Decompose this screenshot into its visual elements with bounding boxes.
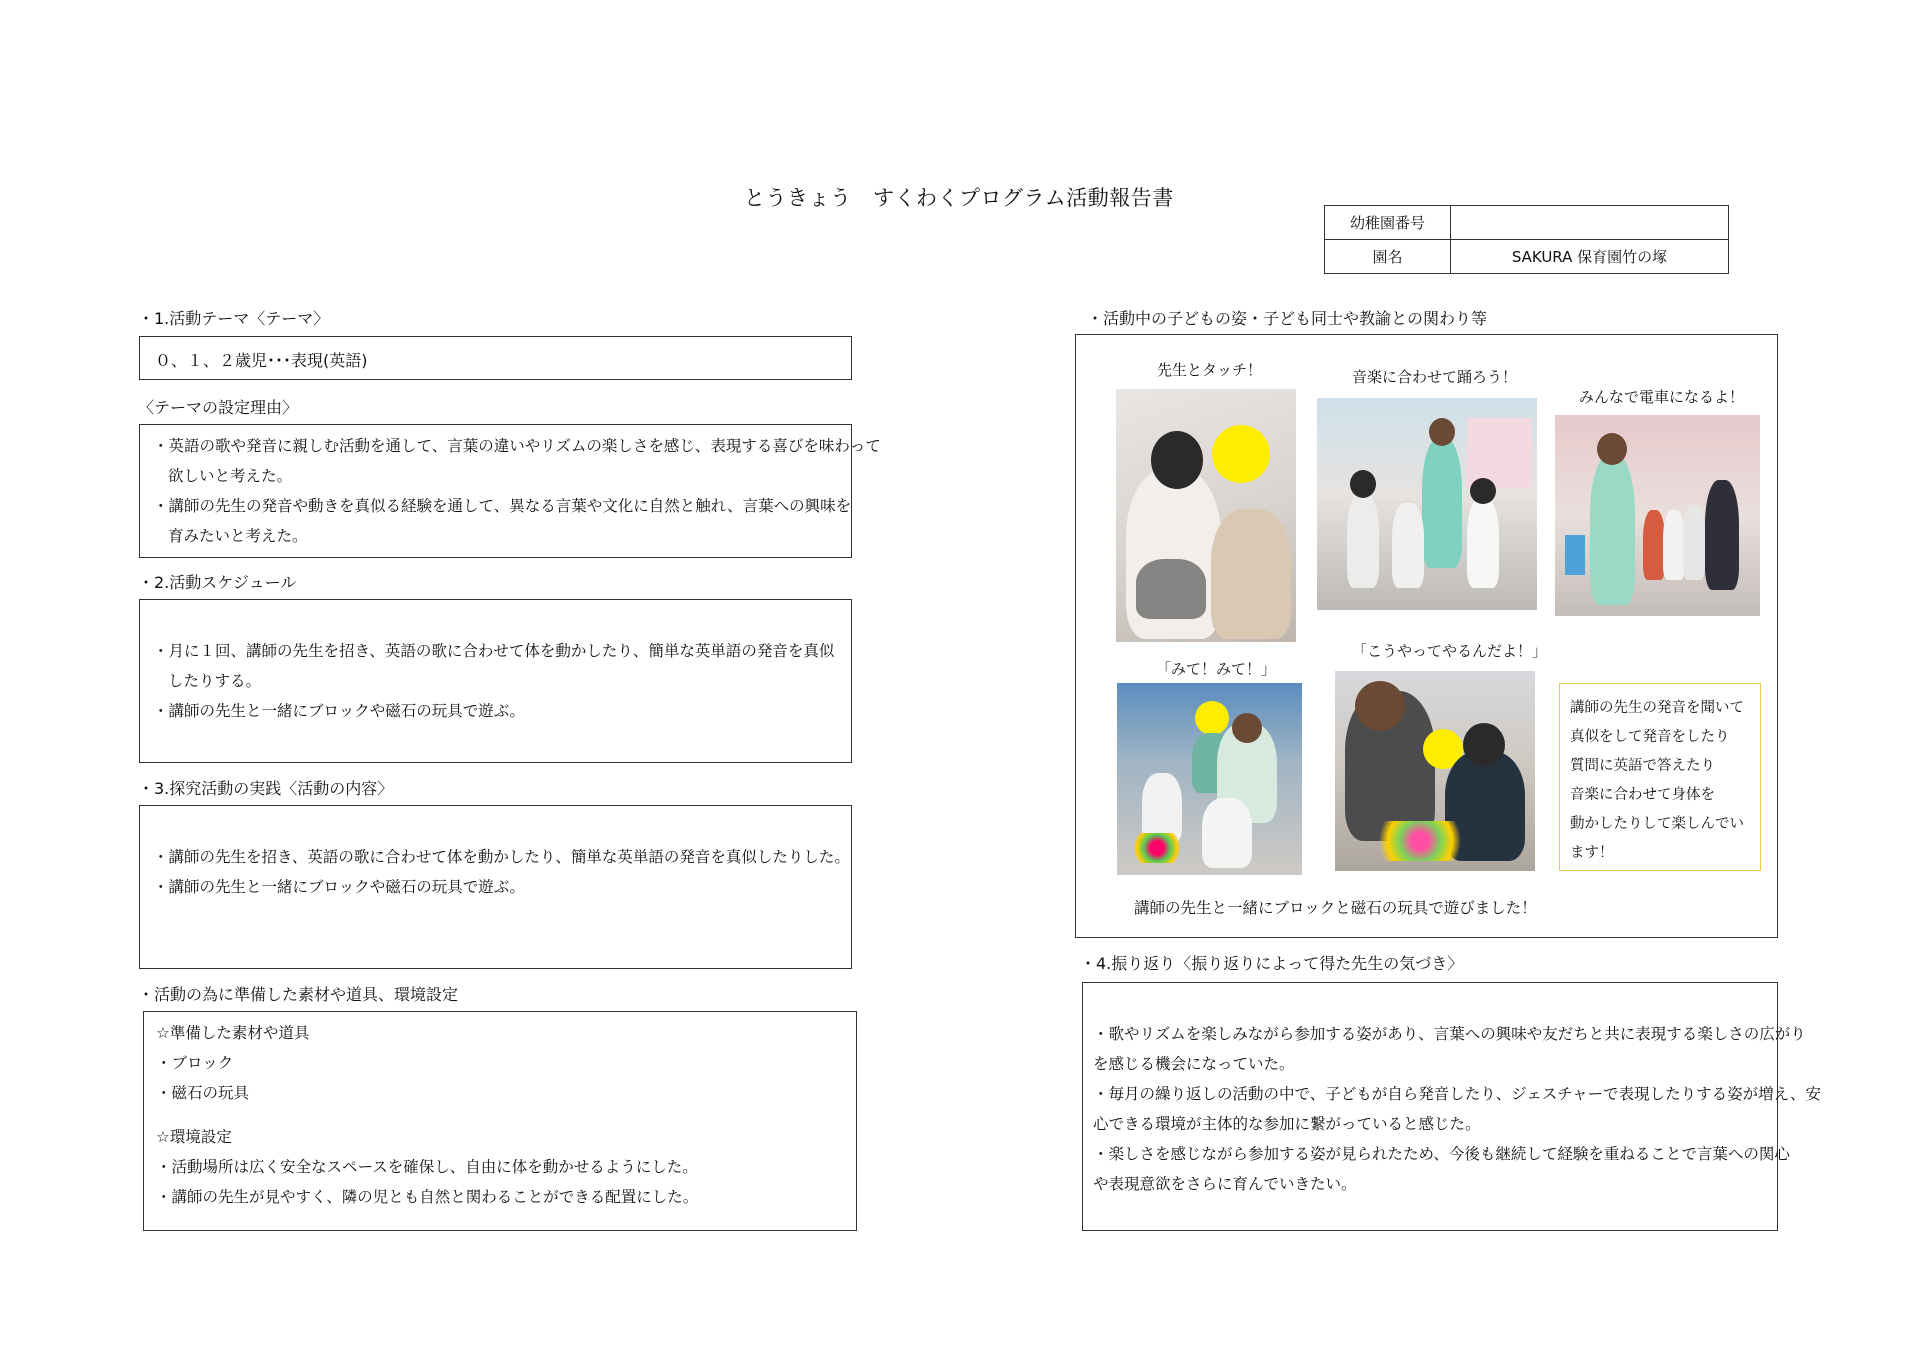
- reflection-line: や表現意欲をさらに育んでいきたい。: [1093, 1175, 1357, 1193]
- materials-item: ・磁石の玩具: [156, 1084, 250, 1102]
- reason-line: ・英語の歌や発音に親しむ活動を通して、言葉の違いやリズムの楽しさを感じ、表現する喜びを味わって: [153, 437, 881, 455]
- theme-box: [139, 336, 852, 380]
- reflection-line: 心できる環境が主体的な参加に繋がっていると感じた。: [1093, 1115, 1481, 1133]
- reason-line: 育みたいと考えた。: [168, 527, 308, 545]
- photo-caption: 先生とタッチ！: [1157, 361, 1263, 379]
- section4-heading: ・4.振り返り〈振り返りによって得た先生の気づき〉: [1080, 954, 1464, 973]
- practice-line: ・講師の先生を招き、英語の歌に合わせて体を動かしたり、簡単な英単語の発音を真似したりした。: [153, 848, 850, 866]
- photo-how: [1335, 671, 1535, 871]
- environment-item: ・講師の先生が見やすく、隣の児とも自然と関わることができる配置にした。: [156, 1188, 699, 1206]
- note-line: 講師の先生の発音を聞いて: [1570, 700, 1744, 716]
- note-line: ます！: [1570, 845, 1614, 861]
- kindergarten-number-label: 幼稚園番号: [1325, 206, 1451, 240]
- section3-heading: ・3.探究活動の実践〈活動の内容〉: [138, 779, 394, 798]
- environment-item: ・活動場所は広く安全なスペースを確保し、自由に体を動かせるようにした。: [156, 1158, 698, 1176]
- reflection-line: ・歌やリズムを楽しみながら参加する姿があり、言葉への興味や友だちと共に表現する楽しさの広がり: [1093, 1025, 1806, 1043]
- materials-box: [143, 1011, 857, 1231]
- note-line: 音楽に合わせて身体を: [1570, 787, 1715, 803]
- materials-text: [156, 1018, 698, 1212]
- page-title: とうきょう すくわくプログラム活動報告書: [744, 186, 1174, 210]
- children-heading: ・活動中の子どもの姿・子ども同士や教諭との関わり等: [1087, 309, 1488, 328]
- photo-caption: 音楽に合わせて踊ろう！: [1352, 368, 1518, 386]
- photo-caption: みんなで電車になるよ！: [1579, 388, 1745, 406]
- info-table: [1324, 205, 1729, 274]
- section1-heading: ・1.活動テーマ〈テーマ〉: [138, 309, 330, 328]
- reason-box: [139, 424, 881, 558]
- reflection-text: [1093, 1019, 1821, 1199]
- reason-line: 欲しいと考えた。: [168, 467, 293, 485]
- note-line: 動かしたりして楽しんでい: [1570, 816, 1744, 832]
- materials-items-heading: ☆準備した素材や道具: [156, 1024, 310, 1042]
- photo-caption: 「こうやってやるんだよ！」: [1352, 642, 1548, 660]
- school-name-label: 園名: [1325, 240, 1451, 274]
- table-row: [1325, 240, 1729, 274]
- schedule-box: [139, 599, 852, 763]
- table-row: [1325, 206, 1729, 240]
- reflection-box: [1082, 982, 1822, 1231]
- schedule-text: [153, 636, 834, 726]
- schedule-line: したりする。: [168, 672, 262, 690]
- schedule-line: ・月に１回、講師の先生を招き、英語の歌に合わせて体を動かしたり、簡単な英単語の発音を真似: [153, 642, 835, 660]
- reflection-line: ・毎月の繰り返しの活動の中で、子どもが自ら発音したり、ジェスチャーで表現したりする姿が増え、安: [1093, 1085, 1822, 1103]
- practice-box: [139, 805, 852, 969]
- materials-heading: ・活動の為に準備した素材や道具、環境設定: [138, 985, 459, 1004]
- environment-heading: ☆環境設定: [156, 1128, 232, 1146]
- practice-text: [153, 842, 850, 902]
- school-name-value: SAKURA 保育園竹の塚: [1451, 240, 1729, 274]
- photo-bottom-caption: 講師の先生と一緒にブロックと磁石の玩具で遊びました！: [1134, 899, 1537, 917]
- note-box: [1559, 683, 1761, 871]
- schedule-line: ・講師の先生と一緒にブロックや磁石の玩具で遊ぶ。: [153, 702, 526, 720]
- photo-look: [1117, 683, 1302, 875]
- reason-text: [153, 431, 881, 551]
- materials-item: ・ブロック: [156, 1054, 234, 1072]
- theme-text: ０、１、２歳児･･･表現(英語): [155, 351, 368, 370]
- reason-line: ・講師の先生の発音や動きを真似る経験を通して、異なる言葉や文化に自然と触れ、言葉への興味を: [153, 497, 852, 515]
- reflection-line: ・楽しさを感じながら参加する姿が見られたため、今後も継続して経験を重ねることで言葉への関心: [1093, 1145, 1790, 1163]
- kindergarten-number-value: [1451, 206, 1729, 240]
- reason-heading: 〈テーマの設定理由〉: [138, 398, 299, 417]
- note-line: 質問に英語で答えたり: [1570, 758, 1715, 774]
- photo-caption: 「みて！みて！」: [1156, 660, 1277, 678]
- photo-dance: [1317, 398, 1537, 610]
- practice-line: ・講師の先生と一緒にブロックや磁石の玩具で遊ぶ。: [153, 878, 526, 896]
- reflection-line: を感じる機会になっていた。: [1093, 1055, 1295, 1073]
- section2-heading: ・2.活動スケジュール: [138, 573, 297, 592]
- photo-teacher-touch: [1116, 389, 1296, 642]
- photo-train: [1555, 415, 1760, 616]
- note-line: 真似をして発音をしたり: [1570, 729, 1730, 745]
